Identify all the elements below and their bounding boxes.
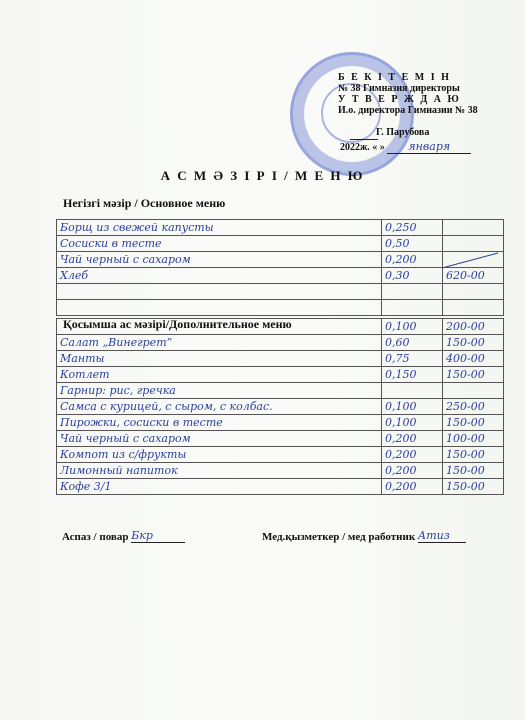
menu-row [57, 479, 504, 495]
date-month: января [387, 140, 471, 154]
menu-row [57, 284, 504, 300]
item-name: Манты [57, 351, 382, 367]
item-name: Котлет [57, 367, 382, 383]
item-quantity: 0,30 [382, 268, 443, 284]
item-price [443, 220, 504, 236]
approval-date [340, 140, 471, 154]
item-name: Гарнир: рис, гречка [57, 383, 382, 399]
item-quantity [382, 383, 443, 399]
item-quantity: 0,200 [382, 447, 443, 463]
item-quantity: 0,75 [382, 351, 443, 367]
item-quantity: 0,250 [382, 220, 443, 236]
item-price [443, 383, 504, 399]
item-price: 150-00 [443, 367, 504, 383]
item-quantity: 0,150 [382, 367, 443, 383]
approval-line-ru: У Т В Е Р Ж Д А Ю [338, 94, 461, 105]
item-quantity: 0,60 [382, 335, 443, 351]
item-quantity: 0,200 [382, 431, 443, 447]
date-year: 2022ж. « [340, 142, 378, 153]
item-name: Кофе 3/1 [57, 479, 382, 495]
medic-signature-block [262, 529, 466, 543]
menu-row [57, 367, 504, 383]
item-name [57, 319, 382, 335]
menu-row [57, 463, 504, 479]
item-quantity: 0,100 [382, 415, 443, 431]
director-name: Г. Парубова [376, 127, 430, 138]
medic-label: Мед.қызметкер / мед работник [262, 531, 416, 543]
item-price: 150-00 [443, 479, 504, 495]
menu-row [57, 220, 504, 236]
medic-signature: Атиз [417, 529, 450, 542]
item-quantity: 0,200 [382, 479, 443, 495]
item-quantity: 0,200 [382, 252, 443, 268]
item-price: 150-00 [443, 447, 504, 463]
item-quantity [382, 300, 443, 316]
item-name: Сосиски в тесте [57, 236, 382, 252]
cook-signature-line [131, 529, 185, 543]
item-name: Салат „Винегрет” [57, 335, 382, 351]
menu-row [57, 447, 504, 463]
item-name: Лимонный напиток [57, 463, 382, 479]
item-price: 150-00 [443, 415, 504, 431]
item-name: Чай черный с сахаром [57, 252, 382, 268]
menu-row [57, 415, 504, 431]
item-price: 620-00 [443, 268, 504, 284]
item-price: 200-00 [443, 319, 504, 335]
menu-row [57, 268, 504, 284]
menu-row [57, 335, 504, 351]
item-quantity [382, 284, 443, 300]
approval-block [338, 72, 508, 116]
item-price: 150-00 [443, 335, 504, 351]
item-name: Борщ из свежей капусты [57, 220, 382, 236]
item-price: 400-00 [443, 351, 504, 367]
item-name: Чай черный с сахаром [57, 431, 382, 447]
item-name: Компот из с/фрукты [57, 447, 382, 463]
item-quantity: 0,100 [382, 399, 443, 415]
item-quantity: 0,100 [382, 319, 443, 335]
main-menu-heading: Негізгі мәзір / Основное меню [63, 196, 226, 210]
item-name: Самса с курицей, с сыром, с колбас. [57, 399, 382, 415]
item-price: 150-00 [443, 463, 504, 479]
cook-label: Аспаз / повар [62, 531, 129, 543]
menu-row [57, 252, 504, 268]
date-day-close: » [379, 142, 385, 153]
menu-row [57, 383, 504, 399]
item-price: 100-00 [443, 431, 504, 447]
menu-row [57, 300, 504, 316]
main-menu-table [56, 219, 504, 316]
item-price [443, 284, 504, 300]
total-strike-line [440, 251, 500, 269]
menu-row [57, 351, 504, 367]
item-quantity: 0,50 [382, 236, 443, 252]
item-name [57, 284, 382, 300]
cook-signature-block [62, 529, 185, 543]
item-price [443, 236, 504, 252]
item-quantity: 0,200 [382, 463, 443, 479]
extra-menu-heading: Қосымша ас мәзірі/Дополнительное меню [63, 317, 292, 331]
item-price [443, 300, 504, 316]
approval-position-kz: № 38 Гимназия директоры [338, 83, 460, 94]
approval-line-kz: Б Е К І Т Е М І Н [338, 72, 451, 83]
item-name [57, 300, 382, 316]
item-name: Пирожки, сосиски в тесте [57, 415, 382, 431]
menu-row [57, 431, 504, 447]
item-name: Хлеб [57, 268, 382, 284]
extra-menu-table [56, 318, 504, 495]
menu-row [57, 399, 504, 415]
menu-row [57, 236, 504, 252]
page-title: А С М Ә З І Р І / М Е Н Ю [160, 168, 365, 183]
menu-row [57, 319, 504, 335]
medic-signature-line [418, 529, 466, 543]
cook-signature: Бкр [131, 529, 153, 542]
item-price: 250-00 [443, 399, 504, 415]
approval-position-ru: И.о. директора Гимназии № 38 [338, 105, 478, 116]
